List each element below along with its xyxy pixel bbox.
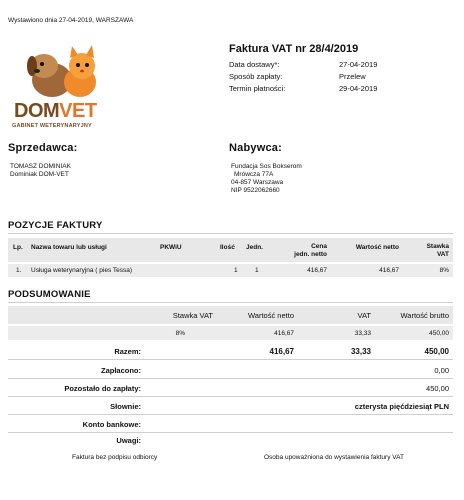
col-qty: Ilość bbox=[220, 244, 235, 251]
words-label: Słownie: bbox=[110, 402, 141, 411]
logo-wordmark: DOMVET bbox=[14, 100, 97, 122]
seller-name: TOMASZ DOMINIAK bbox=[10, 163, 71, 170]
row-net: 416,67 bbox=[379, 267, 399, 274]
due-date-value: 29-04-2019 bbox=[339, 84, 378, 93]
seller-company: Dominiak DOM-VET bbox=[10, 171, 69, 178]
col-rate-line1: Stawka bbox=[426, 243, 449, 250]
sum-row-gross: 450,00 bbox=[429, 330, 449, 337]
row-unit: 1 bbox=[255, 267, 259, 274]
buyer-nip: NIP 9522062660 bbox=[231, 187, 280, 194]
summary-total-row bbox=[8, 343, 453, 360]
notes-label: Uwagi: bbox=[116, 436, 141, 445]
sum-col-vat: VAT bbox=[357, 311, 371, 320]
buyer-street: Mrówcza 77A bbox=[234, 171, 274, 178]
issue-place-date: Wystawiono dnia 27-04-2019, WARSZAWA bbox=[8, 17, 134, 24]
row-qty: 1 bbox=[234, 267, 238, 274]
summary-account-row bbox=[8, 416, 453, 433]
invoice-title: Faktura VAT nr 28/4/2019 bbox=[229, 43, 359, 55]
col-net: Wartość netto bbox=[355, 244, 399, 251]
paid-value: 0,00 bbox=[434, 366, 449, 375]
positions-heading: POZYCJE FAKTURY bbox=[8, 220, 103, 231]
sum-row-vat: 33,33 bbox=[354, 330, 371, 337]
summary-rule bbox=[8, 302, 453, 303]
sum-row-rate: 8% bbox=[175, 330, 185, 337]
remaining-label: Pozostało do zapłaty: bbox=[64, 384, 141, 393]
account-label: Konto bankowe: bbox=[82, 420, 141, 429]
footer-issuer-note: Osoba upoważniona do wystawienia faktury VAT bbox=[264, 454, 404, 461]
col-price-line1: Cena bbox=[311, 243, 327, 250]
payment-method-value: Przelew bbox=[339, 72, 366, 81]
logo-subtitle: GABINET WETERYNARYJNY bbox=[12, 123, 92, 129]
summary-words-row bbox=[8, 398, 453, 415]
delivery-date-value: 27-04-2019 bbox=[339, 60, 378, 69]
dog-cat-logo-icon bbox=[22, 42, 112, 102]
summary-table-header bbox=[8, 306, 453, 324]
buyer-heading: Nabywca: bbox=[229, 142, 282, 154]
total-gross: 450,00 bbox=[424, 347, 449, 356]
sum-col-rate: Stawka VAT bbox=[172, 311, 213, 320]
remaining-value: 450,00 bbox=[426, 384, 449, 393]
total-vat: 33,33 bbox=[350, 347, 371, 356]
summary-paid-row bbox=[8, 362, 453, 379]
footer-recipient-note: Faktura bez podpisu odbiorcy bbox=[72, 454, 158, 461]
table-row bbox=[8, 264, 453, 277]
buyer-city: 04-857 Warszawa bbox=[231, 179, 284, 186]
buyer-name: Fundacja Sos Bokserom bbox=[231, 163, 302, 170]
row-name: Usługa weterynaryjna ( pies Tessa) bbox=[31, 267, 133, 274]
col-unit: Jedn. bbox=[246, 244, 263, 251]
summary-notes-row bbox=[8, 432, 453, 448]
positions-table-header bbox=[8, 238, 453, 262]
col-price-line2: jedn. netto bbox=[294, 251, 327, 258]
payment-method-label: Sposób zapłaty: bbox=[229, 72, 283, 81]
sum-col-net: Wartość netto bbox=[248, 311, 294, 320]
due-date-label: Termin płatności: bbox=[229, 84, 286, 93]
positions-rule bbox=[8, 233, 453, 234]
paid-label: Zapłacono: bbox=[100, 366, 141, 375]
delivery-date-label: Data dostawy*: bbox=[229, 60, 280, 69]
summary-remaining-row bbox=[8, 380, 453, 397]
summary-rate-row bbox=[8, 326, 453, 340]
col-pkwiu: PKWiU bbox=[160, 244, 182, 251]
row-rate: 8% bbox=[439, 267, 449, 274]
seller-heading: Sprzedawca: bbox=[8, 142, 78, 154]
col-name: Nazwa towaru lub usługi bbox=[31, 244, 107, 251]
total-label: Razem: bbox=[114, 347, 141, 356]
total-net: 416,67 bbox=[269, 347, 294, 356]
words-value: czterysta pięćdziesiąt PLN bbox=[354, 402, 449, 411]
sum-col-gross: Wartość brutto bbox=[400, 311, 449, 320]
summary-heading: PODSUMOWANIE bbox=[8, 289, 91, 300]
col-lp: Lp. bbox=[13, 244, 23, 251]
row-price: 416,67 bbox=[307, 267, 327, 274]
company-logo bbox=[8, 42, 128, 134]
col-rate-line2: VAT bbox=[436, 251, 449, 258]
sum-row-net: 416,67 bbox=[274, 330, 294, 337]
row-lp: 1. bbox=[16, 267, 22, 274]
